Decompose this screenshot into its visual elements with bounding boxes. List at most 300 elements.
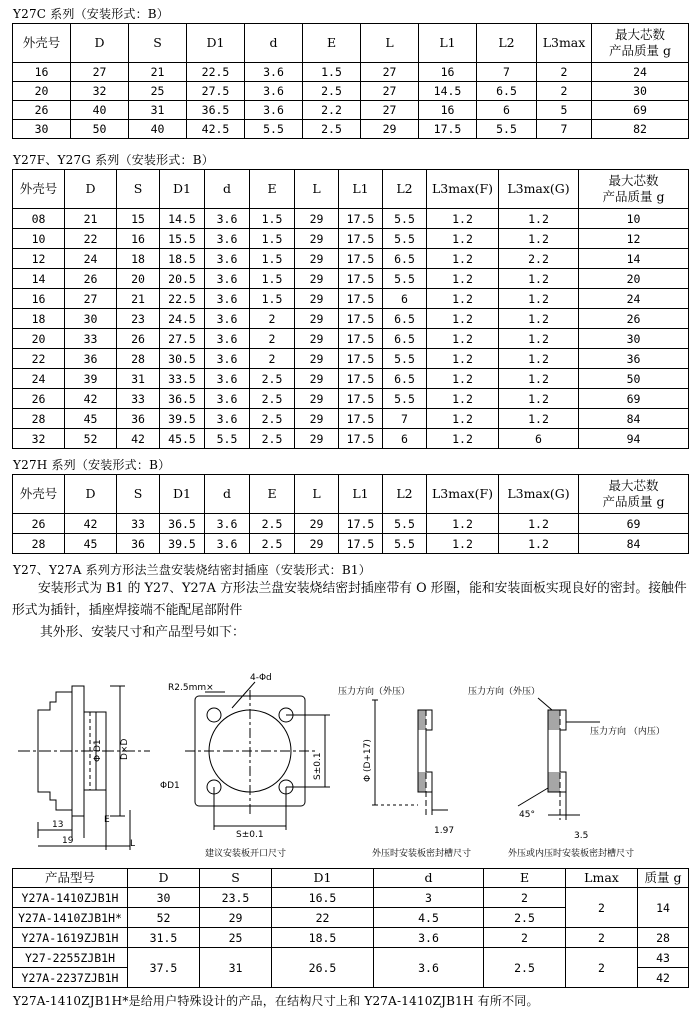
- spec-table-y27c: [12, 23, 689, 139]
- table-cell: 27: [71, 63, 129, 82]
- table-cell: 2: [484, 888, 566, 908]
- table-cell: 29: [295, 209, 339, 229]
- table-cell: 26: [117, 329, 160, 349]
- table-cell: 12: [579, 229, 689, 249]
- table-cell: 1.2: [427, 309, 499, 329]
- column-header: d: [205, 170, 250, 209]
- table-cell: 10: [13, 229, 65, 249]
- table-row: [13, 329, 689, 349]
- table-cell: 5.5: [383, 209, 427, 229]
- table-cell: 14.5: [419, 82, 477, 101]
- table-cell: 5.5: [383, 389, 427, 409]
- table-cell: 17.5: [419, 120, 477, 139]
- table-cell: 29: [295, 329, 339, 349]
- table-cell: 17.5: [339, 514, 383, 534]
- table-cell: 2: [537, 82, 592, 101]
- table-cell: 45.5: [160, 429, 205, 449]
- table-cell: 2.5: [250, 429, 295, 449]
- table-cell: 28: [13, 409, 65, 429]
- column-header: S: [117, 170, 160, 209]
- column-header: E: [484, 869, 566, 888]
- table-cell: 2.5: [484, 908, 566, 928]
- table-cell: 29: [295, 269, 339, 289]
- table-cell: 29: [295, 249, 339, 269]
- column-header: L3max(F): [427, 475, 499, 514]
- table-cell: 31: [117, 369, 160, 389]
- table-cell: 26: [13, 514, 65, 534]
- table-cell: 17.5: [339, 309, 383, 329]
- table-cell: 2.5: [303, 82, 361, 101]
- table-cell: 6.5: [383, 249, 427, 269]
- table-cell: 1.2: [427, 229, 499, 249]
- table-row: [13, 534, 689, 554]
- label-s-vert: S±0.1: [313, 752, 323, 780]
- table-cell: 29: [295, 289, 339, 309]
- section-heading-y27c: Y27C 系列（安装形式：B）: [13, 7, 170, 21]
- table-cell: 23: [117, 309, 160, 329]
- table-cell: 2: [566, 888, 638, 928]
- table-cell: 22: [13, 349, 65, 369]
- section-heading-y27-square: Y27、Y27A 系列方形法兰盘安装烧结密封插座（安装形式：B1）: [13, 563, 371, 577]
- table-cell: 2.5: [250, 409, 295, 429]
- column-header: D1: [160, 475, 205, 514]
- table-cell: 3.6: [205, 209, 250, 229]
- table-cell: 3.6: [205, 369, 250, 389]
- table-cell: 3.6: [205, 309, 250, 329]
- label-l: L: [130, 839, 136, 849]
- table-cell: 18.5: [160, 249, 205, 269]
- label-s-horz: S±0.1: [236, 830, 264, 840]
- table-cell: 22: [272, 908, 374, 928]
- table-cell: 69: [579, 389, 689, 409]
- table-cell: 84: [579, 534, 689, 554]
- table-cell: 2: [566, 928, 638, 948]
- table-cell: 26: [13, 101, 71, 120]
- label-d1-left: Φ D1: [93, 739, 103, 762]
- column-header: D: [65, 475, 117, 514]
- column-header: D: [128, 869, 200, 888]
- table-cell: 3.6: [245, 82, 303, 101]
- table-cell: 3.6: [205, 389, 250, 409]
- table-cell: 1.2: [427, 514, 499, 534]
- table-cell: 12: [13, 249, 65, 269]
- table-cell: 17.5: [339, 534, 383, 554]
- table-cell: 33: [117, 389, 160, 409]
- table-cell: 2: [250, 329, 295, 349]
- column-header: L3max: [537, 24, 592, 63]
- table-cell: 6.5: [383, 369, 427, 389]
- table-cell: 2: [250, 309, 295, 329]
- table-cell: 39.5: [160, 534, 205, 554]
- table-cell: 17.5: [339, 249, 383, 269]
- column-header: L: [361, 24, 419, 63]
- table-cell: 21: [117, 289, 160, 309]
- table-cell: 5.5: [383, 349, 427, 369]
- table-cell: 17.5: [339, 289, 383, 309]
- table-cell: 31.5: [128, 928, 200, 948]
- table-cell: 27.5: [187, 82, 245, 101]
- table-cell: 17.5: [339, 269, 383, 289]
- table-cell: 42: [117, 429, 160, 449]
- label-pressure-in-2: 压力方向 （内压）: [590, 727, 665, 737]
- table-cell: 29: [295, 389, 339, 409]
- table-cell: 30: [65, 309, 117, 329]
- table-cell: 22.5: [187, 63, 245, 82]
- column-header: L2: [383, 170, 427, 209]
- table-cell: Y27A-1410ZJB1H: [13, 888, 128, 908]
- header-row: [13, 475, 689, 514]
- table-cell: 3.6: [374, 928, 484, 948]
- label-holes: 4-Φd: [250, 673, 272, 683]
- table-cell: 31: [200, 948, 272, 988]
- table-cell: 6: [477, 101, 537, 120]
- table-cell: 27: [361, 82, 419, 101]
- table-cell: 1.2: [427, 389, 499, 409]
- table-cell: 29: [200, 908, 272, 928]
- spec-table-y27h: [12, 474, 689, 554]
- label-e: E: [104, 815, 110, 825]
- table-cell: 40: [71, 101, 129, 120]
- table-row: [13, 514, 689, 534]
- column-header: d: [245, 24, 303, 63]
- table-cell: 50: [579, 369, 689, 389]
- label-13: 13: [52, 820, 64, 830]
- table-cell: 25: [129, 82, 187, 101]
- label-pressure-1: 压力方向（外压）: [338, 687, 411, 697]
- table-row: [13, 888, 689, 908]
- column-header: D: [65, 170, 117, 209]
- table-cell: 1.2: [427, 249, 499, 269]
- caption-mid: 建议安装板开口尺寸: [205, 849, 287, 859]
- table-cell: 45: [65, 409, 117, 429]
- table-cell: 3.6: [205, 249, 250, 269]
- section-heading-y27fg: Y27F、Y27G 系列（安装形式：B）: [13, 153, 214, 167]
- label-r: R2.5mm×: [168, 683, 214, 693]
- table-cell: 17.5: [339, 209, 383, 229]
- column-header: S: [129, 24, 187, 63]
- table-cell: 24: [65, 249, 117, 269]
- table-cell: 31: [129, 101, 187, 120]
- table-cell: 1.5: [250, 229, 295, 249]
- table-cell: 37.5: [128, 948, 200, 988]
- table-cell: 2.2: [499, 249, 579, 269]
- column-header: L3max(F): [427, 170, 499, 209]
- table-cell: 24: [592, 63, 689, 82]
- table-cell: 30.5: [160, 349, 205, 369]
- table-cell: 5.5: [477, 120, 537, 139]
- column-header: L3max(G): [499, 170, 579, 209]
- table-cell: 17.5: [339, 349, 383, 369]
- table-cell: 3.6: [205, 329, 250, 349]
- table-cell: 1.2: [499, 269, 579, 289]
- table-cell: 3.6: [205, 409, 250, 429]
- table-cell: 1.2: [499, 534, 579, 554]
- column-header: L: [295, 475, 339, 514]
- column-header: L: [295, 170, 339, 209]
- table-cell: 50: [71, 120, 129, 139]
- header-row: [13, 869, 689, 888]
- table-cell: 1.2: [499, 409, 579, 429]
- table-cell: 20: [579, 269, 689, 289]
- table-cell: 1.5: [250, 209, 295, 229]
- table-row: [13, 101, 689, 120]
- table-cell: 3.6: [205, 269, 250, 289]
- label-dia-1: Φ (D+17): [363, 739, 373, 782]
- table-cell: 7: [537, 120, 592, 139]
- table-cell: 6.5: [383, 309, 427, 329]
- table-row: [13, 249, 689, 269]
- table-cell: 32: [13, 429, 65, 449]
- table-cell: 30: [13, 120, 71, 139]
- table-row: [13, 369, 689, 389]
- label-d1-mid: ΦD1: [160, 781, 180, 791]
- table-cell: 29: [295, 409, 339, 429]
- column-header: 外壳号: [13, 24, 71, 63]
- table-row: [13, 349, 689, 369]
- table-cell: 24: [579, 289, 689, 309]
- table-row: [13, 948, 689, 968]
- table-cell: 30: [592, 82, 689, 101]
- column-header: D1: [160, 170, 205, 209]
- table-cell: 08: [13, 209, 65, 229]
- table-cell: 2: [566, 948, 638, 988]
- table-cell: 26: [65, 269, 117, 289]
- table-cell: 42: [65, 514, 117, 534]
- table-cell: 29: [295, 229, 339, 249]
- table-cell: 33: [117, 514, 160, 534]
- column-header: 外壳号: [13, 475, 65, 514]
- table-cell: 29: [361, 120, 419, 139]
- table-cell: 17.5: [339, 329, 383, 349]
- table-cell: 2.5: [250, 389, 295, 409]
- table-row: [13, 229, 689, 249]
- table-cell: 39: [65, 369, 117, 389]
- table-cell: 1.2: [427, 349, 499, 369]
- table-row: [13, 409, 689, 429]
- table-cell: 1.2: [427, 289, 499, 309]
- intro-paragraph: 其外形、安装尺寸和产品型号如下：: [40, 625, 245, 640]
- table-cell: 42.5: [187, 120, 245, 139]
- table-cell: 2.5: [250, 534, 295, 554]
- table-cell: 28: [13, 534, 65, 554]
- table-cell: 36: [579, 349, 689, 369]
- table-cell: 29: [295, 514, 339, 534]
- table-cell: 30: [579, 329, 689, 349]
- footnote: Y27A-1410ZJB1H*是给用户特殊设计的产品，在结构尺寸上和 Y27A-1410ZJB1H 有所不同。: [13, 994, 539, 1008]
- table-cell: 14: [638, 888, 689, 928]
- table-cell: 42: [638, 968, 689, 988]
- table-cell: 27: [361, 101, 419, 120]
- table-cell: 5.5: [245, 120, 303, 139]
- table-cell: 3: [374, 888, 484, 908]
- table-cell: 3.6: [245, 101, 303, 120]
- table-cell: 1.2: [499, 369, 579, 389]
- table-cell: Y27A-2237ZJB1H: [13, 968, 128, 988]
- column-header: Lmax: [566, 869, 638, 888]
- description-paragraph: 安装形式为 B1 的 Y27、Y27A 方形法兰盘安装烧结密封插座带有 O 形圈，能和安装面板实现良好的密封。接触件形式为插针，插座焊接端不能配尾部附件: [12, 581, 687, 618]
- label-19: 19: [62, 836, 74, 846]
- table-cell: 16: [117, 229, 160, 249]
- table-cell: 16: [419, 63, 477, 82]
- column-header: L1: [339, 475, 383, 514]
- table-cell: 42: [65, 389, 117, 409]
- table-cell: 1.2: [427, 534, 499, 554]
- table-row: [13, 289, 689, 309]
- table-cell: 1.5: [250, 289, 295, 309]
- table-cell: 6: [383, 289, 427, 309]
- table-cell: 29: [295, 369, 339, 389]
- table-cell: 36: [117, 409, 160, 429]
- table-cell: 45: [65, 534, 117, 554]
- column-header: 最大芯数 产品质量 g: [579, 475, 689, 514]
- table-row: [13, 209, 689, 229]
- table-cell: 7: [477, 63, 537, 82]
- table-cell: 29: [295, 534, 339, 554]
- table-cell: 2.5: [303, 120, 361, 139]
- table-cell: 2: [537, 63, 592, 82]
- column-header: 外壳号: [13, 170, 65, 209]
- table-row: [13, 309, 689, 329]
- table-cell: 1.2: [499, 349, 579, 369]
- table-cell: 20.5: [160, 269, 205, 289]
- column-header: D1: [272, 869, 374, 888]
- table-cell: 14: [13, 269, 65, 289]
- table-cell: 1.2: [499, 209, 579, 229]
- table-cell: 5.5: [383, 269, 427, 289]
- table-cell: 69: [579, 514, 689, 534]
- table-cell: 3.6: [205, 534, 250, 554]
- table-cell: 25: [200, 928, 272, 948]
- table-cell: 36: [65, 349, 117, 369]
- table-cell: 18: [13, 309, 65, 329]
- table-cell: 24: [13, 369, 65, 389]
- table-cell: 1.5: [250, 269, 295, 289]
- table-cell: 5: [537, 101, 592, 120]
- table-cell: 2: [484, 928, 566, 948]
- table-cell: 22.5: [160, 289, 205, 309]
- table-cell: 3.6: [205, 289, 250, 309]
- label-dxd: D×D: [120, 738, 130, 760]
- table-cell: 2.5: [250, 514, 295, 534]
- table-cell: 5.5: [383, 534, 427, 554]
- table-row: [13, 928, 689, 948]
- table-cell: 20: [117, 269, 160, 289]
- table-cell: 21: [65, 209, 117, 229]
- table-cell: 1.2: [427, 369, 499, 389]
- section-heading-y27h: Y27H 系列（安装形式：B）: [13, 458, 171, 472]
- table-cell: 43: [638, 948, 689, 968]
- header-row: [13, 24, 689, 63]
- table-cell: 18: [117, 249, 160, 269]
- table-row: [13, 389, 689, 409]
- table-cell: 1.2: [499, 289, 579, 309]
- table-cell: 29: [295, 349, 339, 369]
- table-cell: 14.5: [160, 209, 205, 229]
- table-cell: 27: [361, 63, 419, 82]
- column-header: S: [200, 869, 272, 888]
- table-cell: 24.5: [160, 309, 205, 329]
- column-header: 最大芯数 产品质量 g: [592, 24, 689, 63]
- table-cell: 3.6: [245, 63, 303, 82]
- table-cell: 1.2: [427, 209, 499, 229]
- table-cell: Y27A-1410ZJB1H*: [13, 908, 128, 928]
- table-cell: 15: [117, 209, 160, 229]
- label-thick-2: 3.5: [574, 831, 589, 841]
- table-cell: 29: [295, 309, 339, 329]
- table-cell: 1.5: [250, 249, 295, 269]
- table-cell: 17.5: [339, 369, 383, 389]
- table-cell: 94: [579, 429, 689, 449]
- column-header: E: [250, 170, 295, 209]
- column-header: D: [71, 24, 129, 63]
- table-cell: 82: [592, 120, 689, 139]
- table-cell: 3.6: [374, 948, 484, 988]
- table-cell: 3.6: [205, 229, 250, 249]
- table-cell: 2: [250, 349, 295, 369]
- table-cell: 17.5: [339, 229, 383, 249]
- table-cell: 6: [383, 429, 427, 449]
- table-cell: 1.2: [427, 329, 499, 349]
- mounting-drawing: [0, 670, 700, 870]
- table-cell: 69: [592, 101, 689, 120]
- table-row: [13, 82, 689, 101]
- column-header: S: [117, 475, 160, 514]
- table-cell: 1.2: [499, 514, 579, 534]
- table-cell: 52: [128, 908, 200, 928]
- table-cell: 30: [128, 888, 200, 908]
- column-header: L3max(G): [499, 475, 579, 514]
- table-cell: 84: [579, 409, 689, 429]
- table-cell: 7: [383, 409, 427, 429]
- table-cell: 26.5: [272, 948, 374, 988]
- table-cell: 27: [65, 289, 117, 309]
- column-header: L2: [477, 24, 537, 63]
- table-cell: 20: [13, 82, 71, 101]
- column-header: 产品型号: [13, 869, 128, 888]
- table-cell: 17.5: [339, 429, 383, 449]
- table-cell: 36.5: [160, 514, 205, 534]
- table-row: [13, 429, 689, 449]
- column-header: E: [303, 24, 361, 63]
- table-row: [13, 269, 689, 289]
- table-cell: 36.5: [160, 389, 205, 409]
- table-cell: 17.5: [339, 389, 383, 409]
- table-cell: 16: [13, 63, 71, 82]
- table-cell: 36: [117, 534, 160, 554]
- table-row: [13, 120, 689, 139]
- table-cell: 26: [13, 389, 65, 409]
- label-pressure-out-2: 压力方向（外压）: [468, 687, 541, 697]
- table-cell: 28: [638, 928, 689, 948]
- table-cell: 27.5: [160, 329, 205, 349]
- column-header: d: [374, 869, 484, 888]
- table-cell: 16.5: [272, 888, 374, 908]
- table-cell: 18.5: [272, 928, 374, 948]
- table-cell: 39.5: [160, 409, 205, 429]
- table-cell: 52: [65, 429, 117, 449]
- table-cell: 22: [65, 229, 117, 249]
- table-cell: 6.5: [477, 82, 537, 101]
- table-cell: 32: [71, 82, 129, 101]
- spec-table-y27fg: [12, 169, 689, 449]
- table-cell: 2.2: [303, 101, 361, 120]
- column-header: d: [205, 475, 250, 514]
- table-cell: 1.2: [499, 329, 579, 349]
- table-cell: 1.2: [499, 309, 579, 329]
- table-cell: 20: [13, 329, 65, 349]
- table-cell: 14: [579, 249, 689, 269]
- table-cell: 1.2: [499, 229, 579, 249]
